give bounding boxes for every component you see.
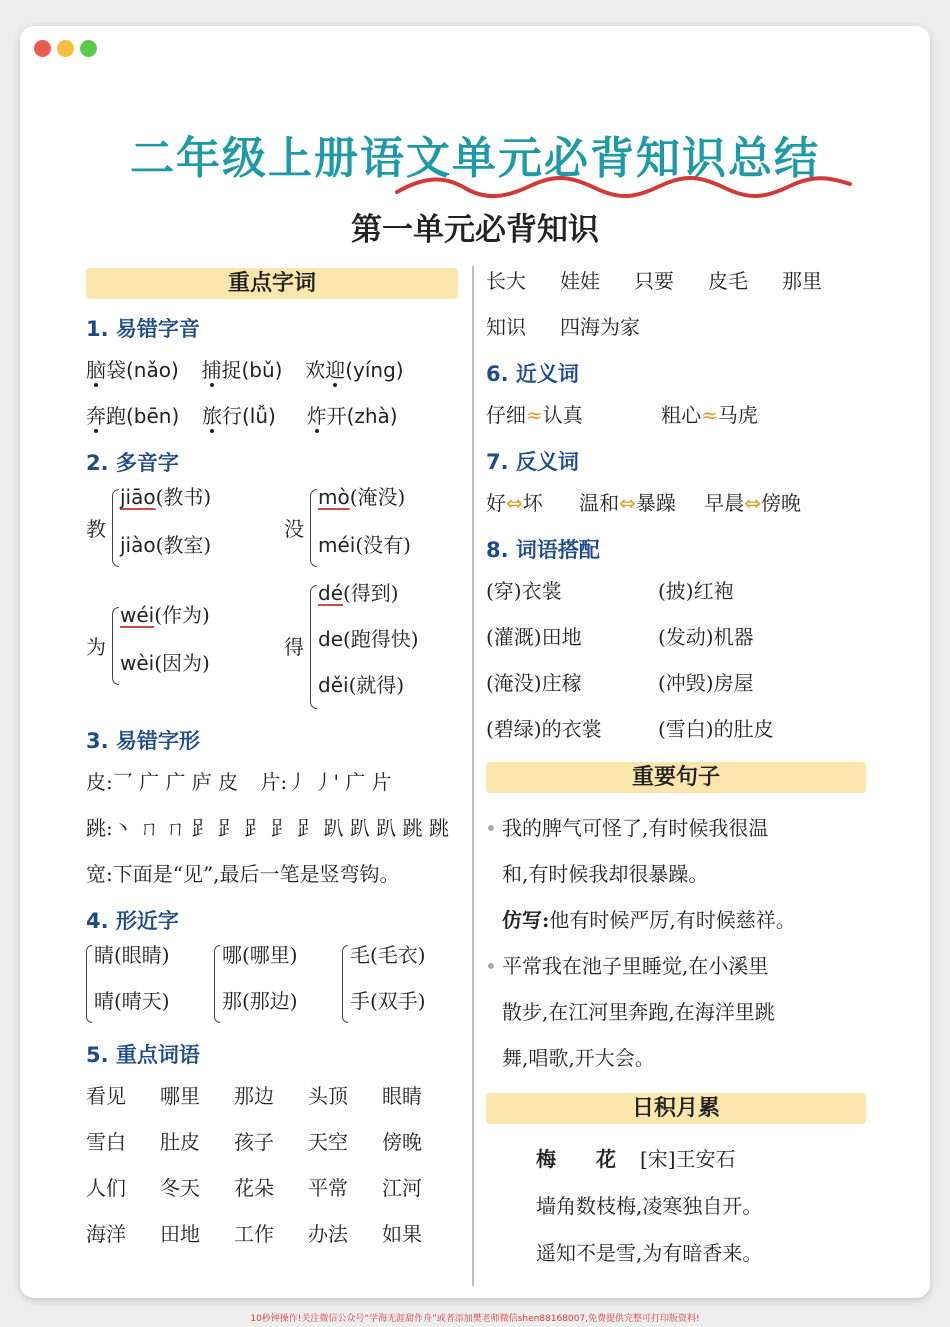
sentence-line: 我的脾气可怪了,有时候我很温 xyxy=(502,816,769,840)
example-word: (教书) xyxy=(155,485,212,509)
sentence-line: 和,有时候我却很暴躁。 xyxy=(502,862,709,886)
char: 袋 xyxy=(106,358,126,382)
vocab-row xyxy=(486,258,866,304)
vocab-word: 长大 xyxy=(486,269,526,293)
brace-icon xyxy=(112,607,119,685)
char: 迎 xyxy=(325,347,345,393)
vocab-word: 肚皮 xyxy=(160,1130,200,1154)
red-wave-decoration xyxy=(395,172,855,200)
imitation-label: 仿写: xyxy=(502,908,550,932)
banner-daily: 日积月累 xyxy=(486,1093,866,1124)
similar-char: 毛(毛衣) xyxy=(350,943,426,967)
example-word: (作为) xyxy=(154,603,210,627)
collocation: (发动)机器 xyxy=(658,625,754,649)
vocab-word: 那边 xyxy=(234,1084,274,1108)
heading-key-vocab: 5. 重点词语 xyxy=(86,1043,200,1067)
sentence-line: 舞,唱歌,开大会。 xyxy=(502,1046,655,1070)
collocation: (灌溉)田地 xyxy=(486,625,582,649)
example-word: (淹没) xyxy=(349,485,406,509)
polyphone-block xyxy=(86,577,458,717)
pinyin: (lǚ) xyxy=(242,404,276,428)
pinyin: (bēn) xyxy=(126,404,180,428)
heading-synonyms: 6. 近义词 xyxy=(486,362,579,386)
polyphone-char: 为 xyxy=(86,635,106,659)
brace-icon xyxy=(310,489,317,567)
example-word: (得到) xyxy=(343,581,399,605)
pinyin: děi xyxy=(318,673,349,697)
approx-icon: ≈ xyxy=(526,403,543,427)
poem-line: 墙角数枝梅,凌寒独自开。 xyxy=(536,1194,763,1218)
antonym-word: 早晨 xyxy=(704,491,745,515)
banner-key-words: 重点字词 xyxy=(86,268,458,299)
brace-icon xyxy=(342,945,348,1023)
polyphone-char: 没 xyxy=(284,517,304,541)
char: 捉 xyxy=(221,358,242,382)
collocation-row xyxy=(486,706,866,752)
stroke-row xyxy=(86,759,458,805)
maximize-window-button[interactable] xyxy=(80,40,97,57)
antonym-row xyxy=(486,480,866,526)
vocab-word: 孩子 xyxy=(234,1130,274,1154)
heading-antonyms: 7. 反义词 xyxy=(486,450,579,474)
heading-collocations: 8. 词语搭配 xyxy=(486,538,600,562)
vocab-row xyxy=(486,304,866,350)
vocab-word: 天空 xyxy=(308,1130,348,1154)
vocab-word: 平常 xyxy=(308,1176,348,1200)
char: 跑 xyxy=(106,404,126,428)
collocation-row xyxy=(486,568,866,614)
poem-title: 梅 花 xyxy=(536,1147,616,1171)
collocation: (穿)衣裳 xyxy=(486,579,562,603)
char: 欢 xyxy=(305,358,326,382)
sentence-block xyxy=(486,805,866,943)
pinyin: wèi xyxy=(120,651,155,675)
pinyin: jiāo xyxy=(120,485,156,509)
document-window xyxy=(20,26,930,1298)
stroke-order-pi: 皮:乛 广 广 庐 皮 xyxy=(86,770,239,794)
collocation: (碧绿)的衣裳 xyxy=(486,717,602,741)
poem-author: [宋]王安石 xyxy=(640,1147,736,1171)
double-arrow-icon: ⇔ xyxy=(619,491,636,515)
vocab-word: 雪白 xyxy=(86,1130,126,1154)
vocab-word: 人们 xyxy=(86,1176,126,1200)
vocab-word: 眼睛 xyxy=(382,1084,422,1108)
char: 旅 xyxy=(202,393,222,439)
banner-sentences: 重要句子 xyxy=(486,762,866,793)
pronunciation-row xyxy=(86,393,458,439)
pinyin: de xyxy=(318,627,343,651)
char: 炸 xyxy=(307,393,327,439)
vocab-word: 冬天 xyxy=(160,1176,200,1200)
vocab-row xyxy=(86,1119,458,1165)
collocation-row xyxy=(486,660,866,706)
pinyin: (bǔ) xyxy=(241,358,283,382)
pronunciation-row xyxy=(86,347,458,393)
synonym-row xyxy=(486,392,866,438)
vocab-word: 如果 xyxy=(382,1222,422,1246)
vocab-word: 知识 xyxy=(486,315,526,339)
pinyin: (yíng) xyxy=(345,358,404,382)
vocab-word: 头顶 xyxy=(308,1084,348,1108)
example-word: (就得) xyxy=(348,673,405,697)
unit-subtitle: 第一单元必背知识 xyxy=(351,212,599,248)
pinyin: mò xyxy=(318,485,350,509)
collocation: (雪白)的肚皮 xyxy=(658,717,774,741)
brace-icon xyxy=(86,945,92,1023)
right-column xyxy=(486,258,866,1277)
char: 捕 xyxy=(202,347,222,393)
minimize-window-button[interactable] xyxy=(57,40,74,57)
title-bar xyxy=(20,26,930,70)
brace-icon xyxy=(214,945,220,1023)
bullet-icon xyxy=(488,825,494,831)
example-word: (跑得快) xyxy=(343,627,419,651)
vocab-row xyxy=(86,1073,458,1119)
antonym-word: 温和 xyxy=(579,491,620,515)
poem-block xyxy=(486,1136,866,1277)
vocab-word: 工作 xyxy=(234,1222,274,1246)
similar-char: 手(双手) xyxy=(350,989,426,1013)
vocab-word: 娃娃 xyxy=(560,269,600,293)
heading-pronunciation: 1. 易错字音 xyxy=(86,317,200,341)
similar-char: 那(那边) xyxy=(222,989,298,1013)
vocab-row xyxy=(86,1211,458,1257)
brace-icon xyxy=(310,585,317,709)
example-word: (教室) xyxy=(155,533,212,557)
antonym-word: 暴躁 xyxy=(635,491,676,515)
antonym-word: 坏 xyxy=(522,491,543,515)
column-divider xyxy=(472,266,474,1286)
polyphone-char: 得 xyxy=(284,635,304,659)
poem-line: 遥知不是雪,为有暗香来。 xyxy=(536,1241,763,1265)
char: 行 xyxy=(222,404,242,428)
stroke-note-kuan: 宽:下面是“见”,最后一笔是竖弯钩。 xyxy=(86,862,400,886)
pinyin: dé xyxy=(318,581,343,605)
pinyin: wéi xyxy=(120,603,155,627)
left-column xyxy=(86,264,458,1257)
collocation: (披)红袍 xyxy=(658,579,734,603)
heading-glyph-shape: 3. 易错字形 xyxy=(86,729,200,753)
double-arrow-icon: ⇔ xyxy=(744,491,762,515)
stroke-order-tiao: 跳:丶 ㄇ ㄇ 𧾷 𧾷 𧾷 𧾷 𧾷 趴 趴 趴 跳 跳 xyxy=(86,816,450,840)
footer-note: 10秒钟操作!关注微信公众号“学海无涯甜作舟”或者添加樊老师微信shen88168007,免费提供完整可打印版资料! xyxy=(250,1314,700,1324)
vocab-word: 只要 xyxy=(634,269,674,293)
heading-polyphones: 2. 多音字 xyxy=(86,451,179,475)
bullet-icon xyxy=(488,963,494,969)
sentence-line: 他有时候严厉,有时候慈祥。 xyxy=(549,908,796,932)
synonym-word: 马虎 xyxy=(717,403,758,427)
pinyin: (zhà) xyxy=(346,404,398,428)
vocab-word: 四海为家 xyxy=(560,315,640,339)
similar-char: 哪(哪里) xyxy=(222,943,298,967)
heading-similar-chars: 4. 形近字 xyxy=(86,909,179,933)
main-title: 二年级上册语文单元必背知识总结 xyxy=(130,133,820,184)
vocab-word: 皮毛 xyxy=(708,269,748,293)
vocab-word: 江河 xyxy=(382,1176,422,1200)
vocab-word: 花朵 xyxy=(234,1176,274,1200)
collocation: (淹没)庄稼 xyxy=(486,671,582,695)
sentence-line: 散步,在江河里奔跑,在海洋里跳 xyxy=(502,1000,775,1024)
synonym-word: 粗心 xyxy=(661,403,702,427)
vocab-word: 傍晚 xyxy=(382,1130,422,1154)
char: 奔 xyxy=(86,393,106,439)
antonym-word: 好 xyxy=(486,491,506,515)
char: 脑 xyxy=(86,347,106,393)
example-word: (没有) xyxy=(355,533,411,557)
stroke-row xyxy=(86,851,458,897)
vocab-word: 那里 xyxy=(782,269,822,293)
pinyin: méi xyxy=(318,533,356,557)
char: 开 xyxy=(326,404,347,428)
vocab-word: 看见 xyxy=(86,1084,126,1108)
close-window-button[interactable] xyxy=(34,40,51,57)
collocation-row xyxy=(486,614,866,660)
polyphone-block xyxy=(86,481,458,577)
vocab-word: 田地 xyxy=(160,1222,200,1246)
pinyin: (nǎo) xyxy=(126,358,179,382)
stroke-order-pian: 片:丿 丿' 广 片 xyxy=(260,770,392,794)
polyphone-char: 教 xyxy=(86,517,106,541)
sentence-line: 平常我在池子里睡觉,在小溪里 xyxy=(502,954,769,978)
pinyin: jiào xyxy=(120,533,156,557)
vocab-word: 哪里 xyxy=(160,1084,200,1108)
double-arrow-icon: ⇔ xyxy=(506,491,523,515)
vocab-word: 办法 xyxy=(308,1222,348,1246)
approx-icon: ≈ xyxy=(701,403,718,427)
collocation: (冲毁)房屋 xyxy=(658,671,754,695)
similar-char: 睛(眼睛) xyxy=(94,943,170,967)
antonym-word: 傍晚 xyxy=(761,491,802,515)
example-word: (因为) xyxy=(154,651,210,675)
synonym-word: 认真 xyxy=(542,403,583,427)
synonym-word: 仔细 xyxy=(486,403,526,427)
vocab-word: 海洋 xyxy=(86,1222,126,1246)
brace-icon xyxy=(112,489,119,567)
sentence-block xyxy=(486,943,866,1081)
similar-char: 晴(晴天) xyxy=(94,989,170,1013)
stroke-row xyxy=(86,805,458,851)
vocab-row xyxy=(86,1165,458,1211)
similar-chars-block xyxy=(86,939,458,1031)
